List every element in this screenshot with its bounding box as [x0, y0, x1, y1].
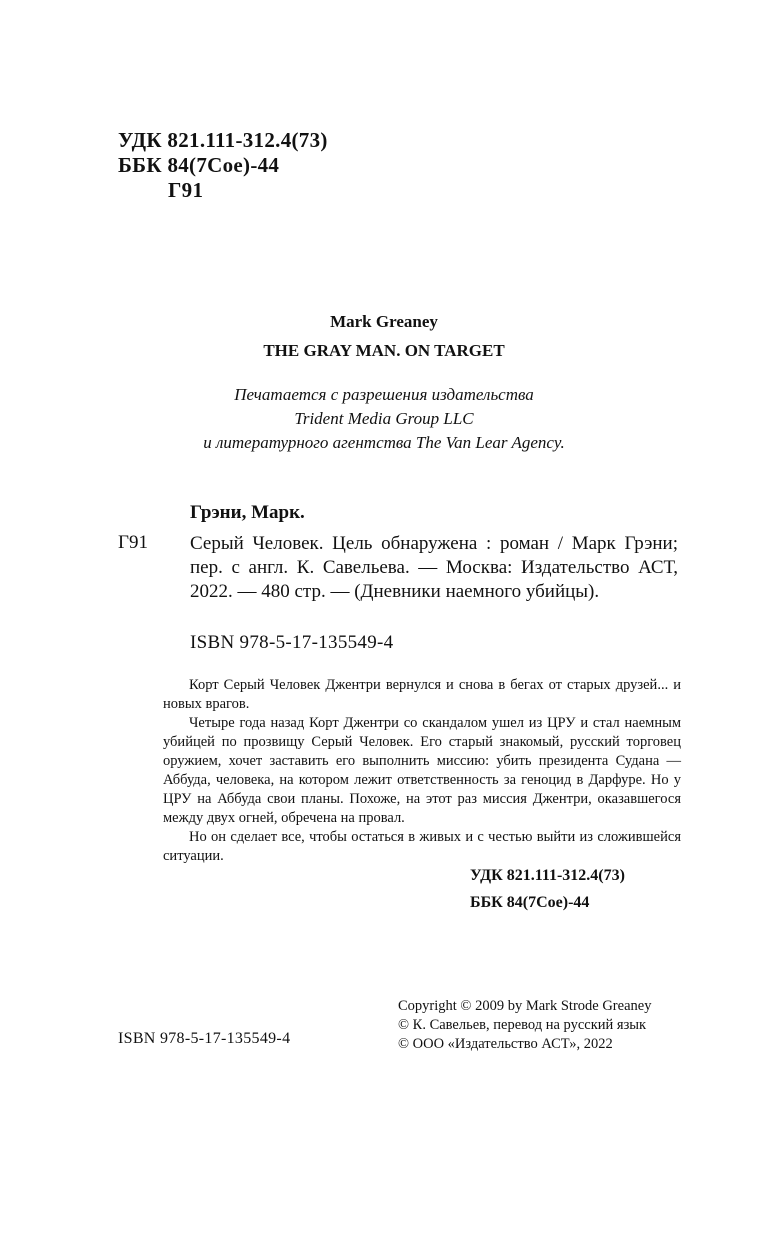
bbk-code: ББК 84(7Сое)-44: [118, 153, 280, 177]
footer-udk: УДК 821.111-312.4(73): [470, 867, 625, 884]
bibliographic-description: Серый Человек. Цель обнаружена : роман / Марк Грэни; пер. с англ. К. Савельева. — Москва: Издательство АСТ, 2022. — 480 стр. — (Дневники наемного убийцы).: [190, 533, 678, 602]
copyright-block: [398, 997, 651, 1054]
catalog-author-mark: Г91: [118, 532, 148, 553]
udk-code: УДК 821.111-312.4(73): [118, 128, 328, 152]
catalog-author: Грэни, Марк.: [190, 502, 305, 523]
permission-notice: [0, 383, 768, 455]
permission-line-2: Trident Media Group LLC: [294, 409, 474, 428]
catalog-isbn: ISBN 978-5-17-135549-4: [190, 632, 394, 653]
footer-bbk: ББК 84(7Сое)-44: [470, 894, 590, 911]
copyright-line-2: © К. Савельев, перевод на русский язык: [398, 1017, 647, 1033]
footer-isbn: ISBN 978-5-17-135549-4: [118, 1030, 291, 1047]
original-title: THE GRAY MAN. ON TARGET: [263, 341, 505, 360]
annotation-paragraph-1: Корт Серый Человек Джентри вернулся и снова в бегах от старых друзей... и новых врагов.: [163, 677, 681, 712]
classification-header: [118, 128, 328, 203]
copyright-line-1: Copyright © 2009 by Mark Strode Greaney: [398, 998, 652, 1014]
annotation-paragraph-2: Четыре года назад Корт Джентри со скандалом ушел из ЦРУ и стал наемным убийцей по прозвищу Серый Человек. Его старый знакомый, русский торговец оружием, хочет заставить его выполнить миссию: убить президента Судана — Аббуда, человека, на котором лежит ответственность за геноцид в Дарфуре. Но у ЦРУ на Аббуда свои планы. Похоже, на этот раз миссия Джентри, оказавшегося между двух огней, обречена на провал.: [163, 715, 681, 826]
permission-line-1: Печатается с разрешения издательства: [234, 385, 534, 404]
permission-line-3: и литературного агентства The Van Lear Agency.: [203, 433, 565, 452]
annotation-paragraph-3: Но он сделает все, чтобы остаться в живых и с честью выйти из сложившейся ситуации.: [163, 829, 681, 864]
annotation: [163, 676, 681, 866]
author-mark: Г91: [168, 178, 204, 202]
original-author: Mark Greaney: [330, 312, 438, 331]
copyright-line-3: © ООО «Издательство АСТ», 2022: [398, 1036, 613, 1052]
footer-classification: [470, 862, 625, 916]
